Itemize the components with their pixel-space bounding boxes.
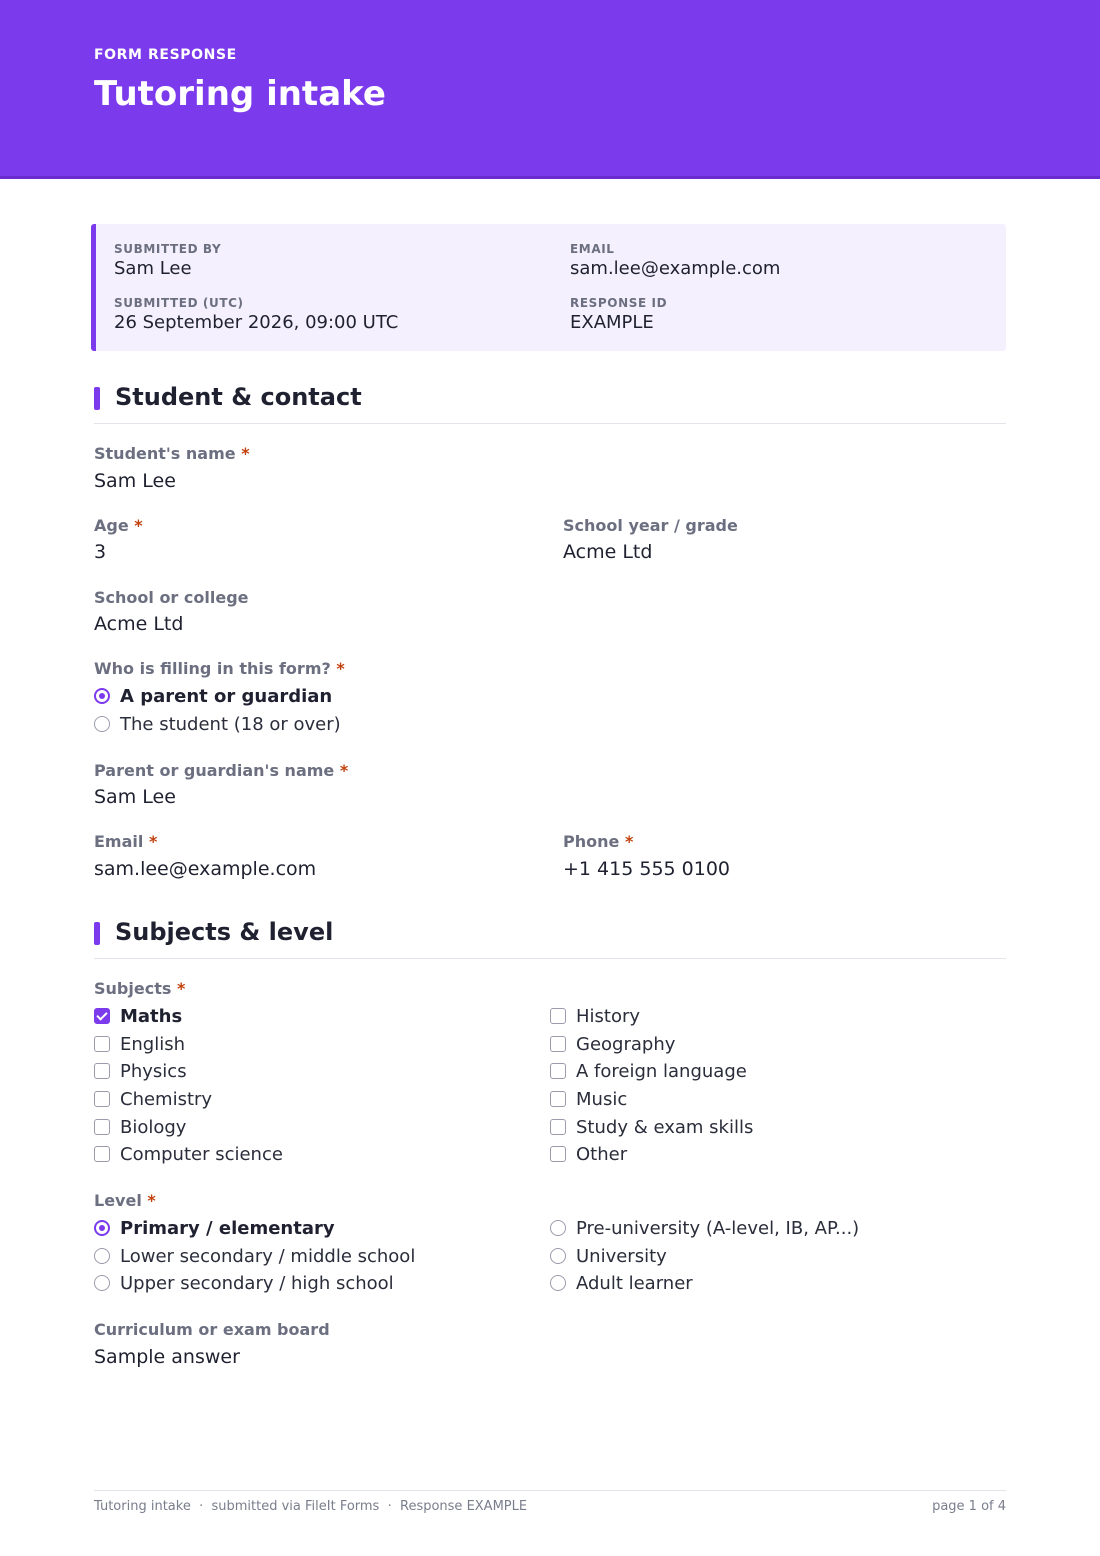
- subjects-label: Subjects *: [94, 979, 186, 998]
- phone-label: Phone *: [563, 832, 634, 851]
- filler-option-student[interactable]: [94, 712, 341, 736]
- option-label: Pre-university (A-level, IB, AP...): [576, 1217, 860, 1239]
- radio-empty-icon: [94, 1275, 110, 1291]
- checkbox-empty-icon: [94, 1091, 110, 1107]
- option-label: Upper secondary / high school: [120, 1272, 394, 1294]
- option-label: Study & exam skills: [576, 1116, 754, 1138]
- radio-selected-icon: [94, 1220, 110, 1236]
- subject-option-maths[interactable]: [94, 1004, 182, 1028]
- required-marker: *: [147, 1191, 156, 1210]
- section-accent-bar: [94, 387, 100, 410]
- level-option-upper-secondary[interactable]: [94, 1271, 394, 1295]
- school-label: School or college: [94, 588, 249, 607]
- age-label: Age *: [94, 516, 143, 535]
- option-label: A parent or guardian: [120, 685, 333, 707]
- option-label: Adult learner: [576, 1272, 693, 1294]
- page-footer: [94, 1490, 1006, 1514]
- section-title: Subjects & level: [115, 918, 334, 946]
- filler-label: Who is filling in this form? *: [94, 659, 345, 678]
- email-value: sam.lee@example.com: [94, 858, 317, 880]
- submission-meta: [91, 224, 1006, 351]
- subject-option-history[interactable]: [550, 1004, 640, 1028]
- checkbox-empty-icon: [550, 1091, 566, 1107]
- school-year-value: Acme Ltd: [563, 541, 653, 563]
- option-label: Biology: [120, 1116, 187, 1138]
- section-accent-bar: [94, 922, 100, 945]
- required-marker: *: [134, 516, 143, 535]
- checkbox-empty-icon: [550, 1146, 566, 1162]
- submitted-utc-value: 26 September 2026, 09:00 UTC: [114, 312, 399, 333]
- student-name-label: Student's name *: [94, 444, 250, 463]
- school-value: Acme Ltd: [94, 613, 184, 635]
- level-option-university[interactable]: [550, 1244, 667, 1268]
- subject-option-geography[interactable]: [550, 1032, 675, 1056]
- option-label: University: [576, 1245, 667, 1267]
- filler-option-parent[interactable]: [94, 684, 332, 708]
- required-marker: *: [176, 979, 186, 998]
- level-label: Level *: [94, 1191, 156, 1210]
- checkbox-empty-icon: [550, 1036, 566, 1052]
- checkbox-empty-icon: [94, 1036, 110, 1052]
- subject-option-chemistry[interactable]: [94, 1087, 212, 1111]
- option-label: History: [576, 1005, 641, 1027]
- required-marker: *: [624, 832, 634, 851]
- submitted-by-value: Sam Lee: [114, 258, 192, 279]
- subject-option-english[interactable]: [94, 1032, 185, 1056]
- subject-option-other[interactable]: [550, 1142, 627, 1166]
- page-number: page 1 of 4: [932, 1499, 1006, 1514]
- radio-empty-icon: [94, 716, 110, 732]
- age-value: 3: [94, 541, 107, 563]
- radio-empty-icon: [550, 1220, 566, 1236]
- footer-info: Tutoring intake · submitted via FileIt Forms · Response EXAMPLE: [94, 1499, 528, 1514]
- required-marker: *: [241, 444, 250, 463]
- radio-empty-icon: [94, 1248, 110, 1264]
- level-option-pre-university[interactable]: [550, 1216, 859, 1240]
- curriculum-label: Curriculum or exam board: [94, 1320, 330, 1339]
- option-label: Primary / elementary: [120, 1217, 335, 1239]
- option-label: Computer science: [120, 1143, 283, 1165]
- response-id-label: RESPONSE ID: [570, 296, 668, 310]
- submitted-utc-label: SUBMITTED (UTC): [114, 296, 244, 310]
- subject-option-biology[interactable]: [94, 1115, 186, 1139]
- checkbox-empty-icon: [94, 1146, 110, 1162]
- subject-option-physics[interactable]: [94, 1059, 187, 1083]
- parent-name-label: Parent or guardian's name *: [94, 761, 349, 780]
- required-marker: *: [148, 832, 158, 851]
- option-label: Maths: [120, 1005, 183, 1027]
- school-year-label: School year / grade: [563, 516, 738, 535]
- required-marker: *: [339, 761, 349, 780]
- checkbox-empty-icon: [94, 1063, 110, 1079]
- level-option-lower-secondary[interactable]: [94, 1244, 415, 1268]
- curriculum-value: Sample answer: [94, 1346, 240, 1368]
- option-label: English: [120, 1033, 185, 1055]
- submitted-by-label: SUBMITTED BY: [114, 242, 222, 256]
- level-option-adult-learner[interactable]: [550, 1271, 693, 1295]
- page-title: Tutoring intake: [94, 74, 386, 114]
- email-label: Email *: [94, 832, 158, 851]
- section-student-contact: [94, 384, 1006, 424]
- radio-selected-icon: [94, 688, 110, 704]
- meta-email-value: sam.lee@example.com: [570, 258, 781, 279]
- form-header: [0, 0, 1100, 179]
- checkbox-checked-icon: [94, 1008, 110, 1024]
- radio-empty-icon: [550, 1248, 566, 1264]
- phone-value: +1 415 555 0100: [563, 858, 731, 880]
- required-marker: *: [336, 659, 345, 678]
- option-label: The student (18 or over): [120, 713, 341, 735]
- checkbox-empty-icon: [94, 1119, 110, 1135]
- option-label: Music: [576, 1088, 628, 1110]
- section-title: Student & contact: [115, 383, 362, 411]
- checkbox-empty-icon: [550, 1119, 566, 1135]
- option-label: Other: [576, 1143, 628, 1165]
- parent-name-value: Sam Lee: [94, 786, 176, 808]
- response-id-value: EXAMPLE: [570, 312, 654, 333]
- subject-option-study-skills[interactable]: [550, 1115, 753, 1139]
- meta-email-label: EMAIL: [570, 242, 615, 256]
- option-label: Geography: [576, 1033, 676, 1055]
- section-subjects-level: [94, 919, 1006, 959]
- subject-option-music[interactable]: [550, 1087, 627, 1111]
- option-label: A foreign language: [576, 1060, 747, 1082]
- radio-empty-icon: [550, 1275, 566, 1291]
- option-label: Physics: [120, 1060, 187, 1082]
- level-option-primary[interactable]: [94, 1216, 335, 1240]
- checkbox-empty-icon: [550, 1008, 566, 1024]
- student-name-value: Sam Lee: [94, 470, 176, 492]
- option-label: Chemistry: [120, 1088, 213, 1110]
- checkbox-empty-icon: [550, 1063, 566, 1079]
- header-eyebrow: FORM RESPONSE: [94, 47, 237, 63]
- option-label: Lower secondary / middle school: [120, 1245, 416, 1267]
- subject-option-computer-science[interactable]: [94, 1142, 283, 1166]
- subject-option-foreign-language[interactable]: [550, 1059, 747, 1083]
